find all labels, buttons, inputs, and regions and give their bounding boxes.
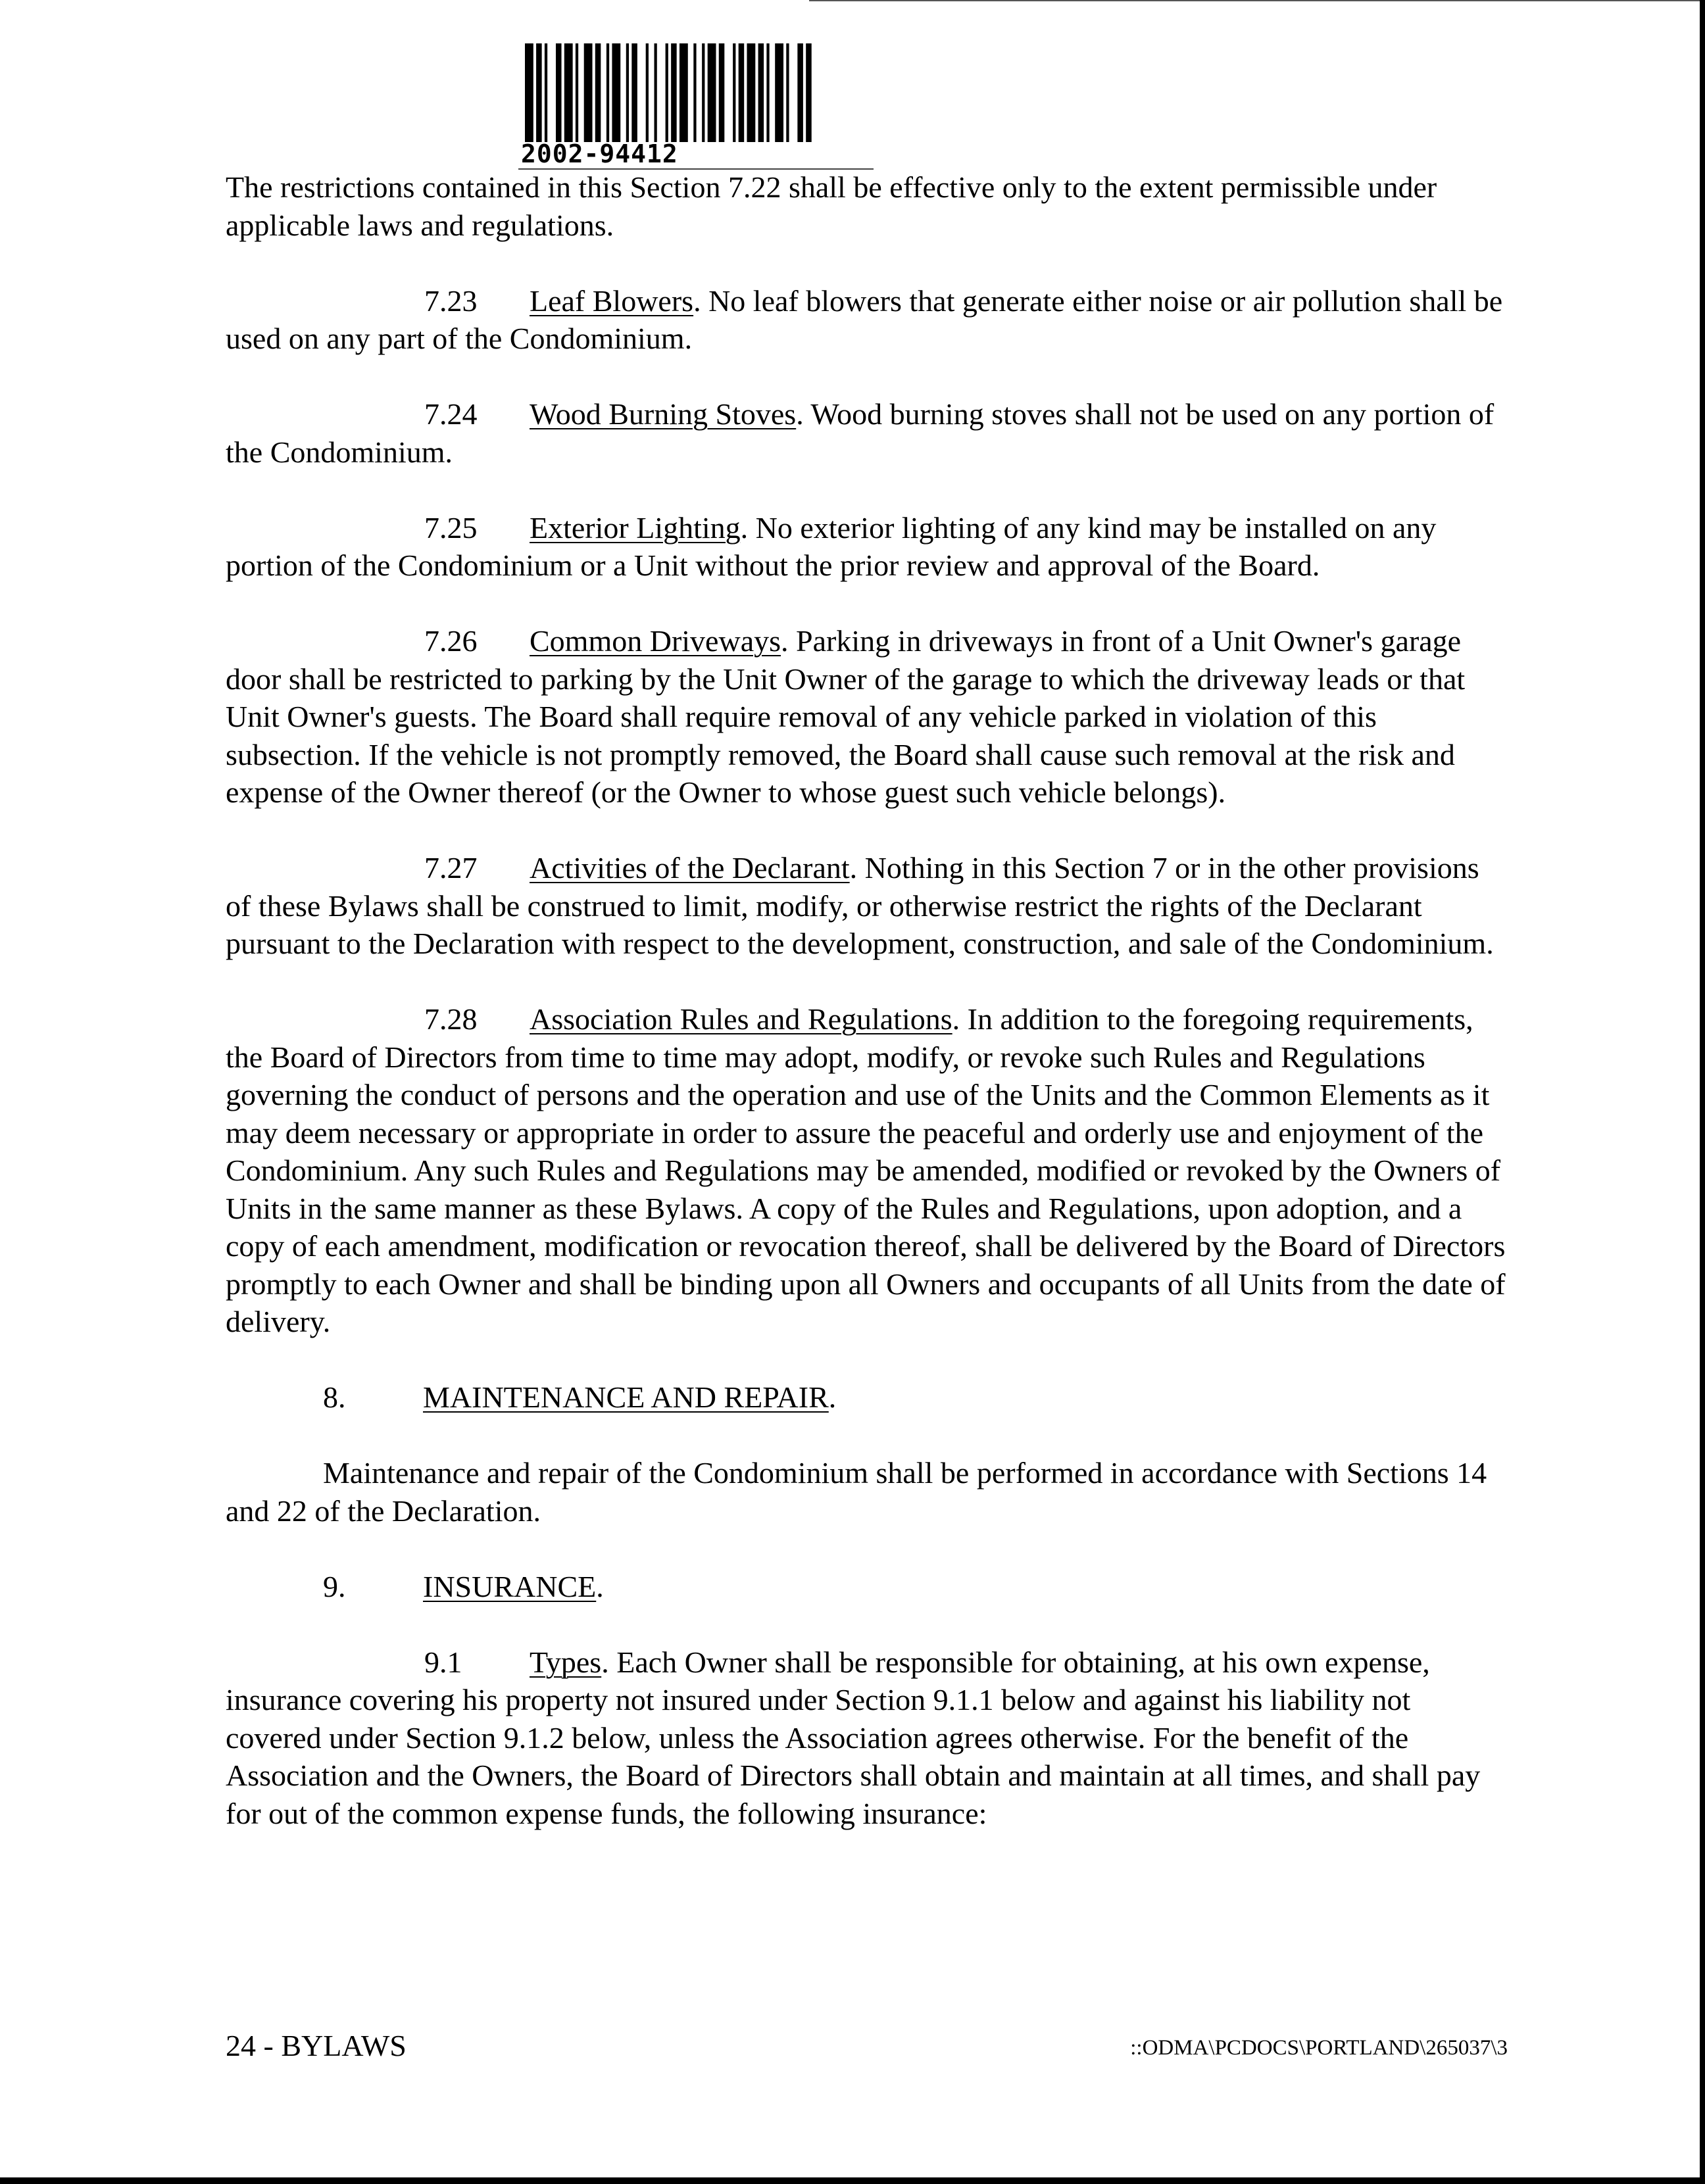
barcode-bar	[733, 43, 735, 142]
barcode-bar	[766, 43, 769, 142]
section-title: Types	[530, 1645, 602, 1679]
barcode-bar	[708, 43, 716, 142]
barcode-bar	[719, 43, 725, 142]
section-title: Common Driveways	[530, 624, 781, 658]
barcode-bar	[666, 43, 668, 142]
section-number: 7.28	[424, 1002, 478, 1036]
barcode-bar	[758, 43, 764, 142]
section-text: . Nothing in this Section 7 or in the other provisions of these Bylaws shall be construed to limit, modify, or otherwise restrict the rights of the Declarant pursuant to the Declaration with respect to the development, construction, and sale of the Condominium.	[226, 851, 1494, 960]
barcode-bar	[739, 43, 745, 142]
section-text: . Parking in driveways in front of a Unit Owner's garage door shall be restricted to parking by the Unit Owner of the garage to which the driveway leads or that Unit Owner's guests. The Board shall require removal of any vehicle parked in violation of this subsection. If the vehicle is not promptly removed, the Board shall cause such removal at the risk and expense of the Owner thereof (or the Owner to whose guest such vehicle belongs).	[226, 624, 1466, 809]
barcode-stamp	[518, 43, 821, 168]
barcode-bar	[775, 43, 783, 142]
barcode-bar	[626, 43, 629, 142]
paragraph-text: The restrictions contained in this Section 7.22 shall be effective only to the extent permissible under applicable laws and regulations.	[226, 170, 1437, 242]
barcode-bar	[671, 43, 677, 142]
section-text: . No exterior lighting of any kind may be installed on any portion of the Condominium or a Unit without the prior review and approval of the Board.	[226, 510, 1437, 582]
footer-page-label: 24 - BYLAWS	[226, 2029, 407, 2062]
section-7-23	[226, 282, 1508, 358]
barcode-bar	[576, 43, 578, 142]
section-title: Exterior Lighting	[530, 510, 741, 545]
scan-right-border	[1700, 0, 1705, 2184]
section-7-28	[226, 1000, 1508, 1341]
section-8-body	[226, 1454, 1508, 1530]
paragraph-7-22-continuation	[226, 168, 1508, 244]
barcode-bar	[536, 43, 542, 142]
barcode-bar	[693, 43, 696, 142]
heading-suffix: .	[828, 1380, 837, 1414]
barcode-bar	[806, 43, 812, 142]
section-number: 7.23	[424, 283, 478, 318]
section-9-heading	[226, 1568, 1508, 1606]
paragraph-text: Maintenance and repair of the Condominium shall be performed in accordance with Sections 14 and 22 of the Declaration.	[226, 1456, 1487, 1528]
section-7-26	[226, 622, 1508, 812]
section-title: Activities of the Declarant	[530, 851, 850, 885]
section-7-25	[226, 509, 1508, 585]
section-title: Association Rules and Regulations	[530, 1002, 952, 1036]
section-text: . No leaf blowers that generate either noise or air pollution shall be used on any part of the Condominium.	[226, 283, 1503, 355]
footer-doc-path: ::ODMA\PCDOCS\PORTLAND\265037\3	[1130, 2036, 1508, 2060]
section-text: . Each Owner shall be responsible for obtaining, at his own expense, insurance covering his property not insured under Section 9.1.1 below and against his liability not covered under Section 9.1.2 below, unless the Association agrees otherwise. For the benefit of the Association and the Owners, the Board of Directors shall obtain and maintain at all times, and shall pay for out of the common expense funds, the following insurance:	[226, 1645, 1481, 1830]
section-number: 7.24	[424, 397, 478, 431]
document-body	[226, 168, 1508, 1870]
section-text: . Wood burning stoves shall not be used on any portion of the Condominium.	[226, 397, 1495, 469]
barcode-bar	[556, 43, 562, 142]
barcode-bar	[655, 43, 657, 142]
barcode-bar	[612, 43, 620, 142]
heading-number: 8.	[323, 1380, 346, 1414]
section-8-heading	[226, 1378, 1508, 1417]
barcode-bar	[545, 43, 547, 142]
barcode-bar	[631, 43, 637, 142]
section-title: Wood Burning Stoves	[530, 397, 797, 431]
barcode-bar	[786, 43, 789, 142]
section-7-24	[226, 395, 1508, 471]
scan-top-edge	[809, 0, 1705, 1]
section-9-1	[226, 1643, 1508, 1833]
barcode-bar	[646, 43, 649, 142]
barcode-icon	[525, 43, 814, 142]
barcode-bar	[606, 43, 609, 142]
section-number: 7.25	[424, 510, 478, 545]
barcode-bar	[525, 43, 533, 142]
barcode-bar	[747, 43, 755, 142]
heading-suffix: .	[596, 1569, 604, 1603]
barcode-bar	[702, 43, 704, 142]
barcode-bar	[797, 43, 803, 142]
heading-number: 9.	[323, 1569, 346, 1603]
barcode-bar	[584, 43, 593, 142]
barcode-bar	[595, 43, 601, 142]
section-number: 9.1	[424, 1645, 462, 1679]
heading-title: MAINTENANCE AND REPAIR	[423, 1380, 829, 1414]
barcode-number: 2002-94412	[521, 139, 678, 168]
barcode-bar	[564, 43, 573, 142]
scan-bottom-border	[0, 2177, 1705, 2184]
section-7-27	[226, 849, 1508, 963]
section-title: Leaf Blowers	[530, 283, 694, 318]
section-number: 7.26	[424, 624, 478, 658]
heading-title: INSURANCE	[423, 1569, 597, 1603]
section-text: . In addition to the foregoing requirements, the Board of Directors from time to time may adopt, modify, or revoke such Rules and Regulations governing the conduct of persons and the operation and use of the Units and the Common Elements as it may deem necessary or appropriate in order to assure the peaceful and orderly use and enjoyment of the Condominium. Any such Rules and Regulations may be amended, modified or revoked by the Owners of Units in the same manner as these Bylaws. A copy of the Rules and Regulations, upon adoption, and a copy of each amendment, modification or revocation thereof, shall be delivered by the Board of Directors promptly to each Owner and shall be binding upon all Owners and occupants of all Units from the date of delivery.	[226, 1002, 1506, 1338]
barcode-bar	[680, 43, 688, 142]
section-number: 7.27	[424, 851, 478, 885]
